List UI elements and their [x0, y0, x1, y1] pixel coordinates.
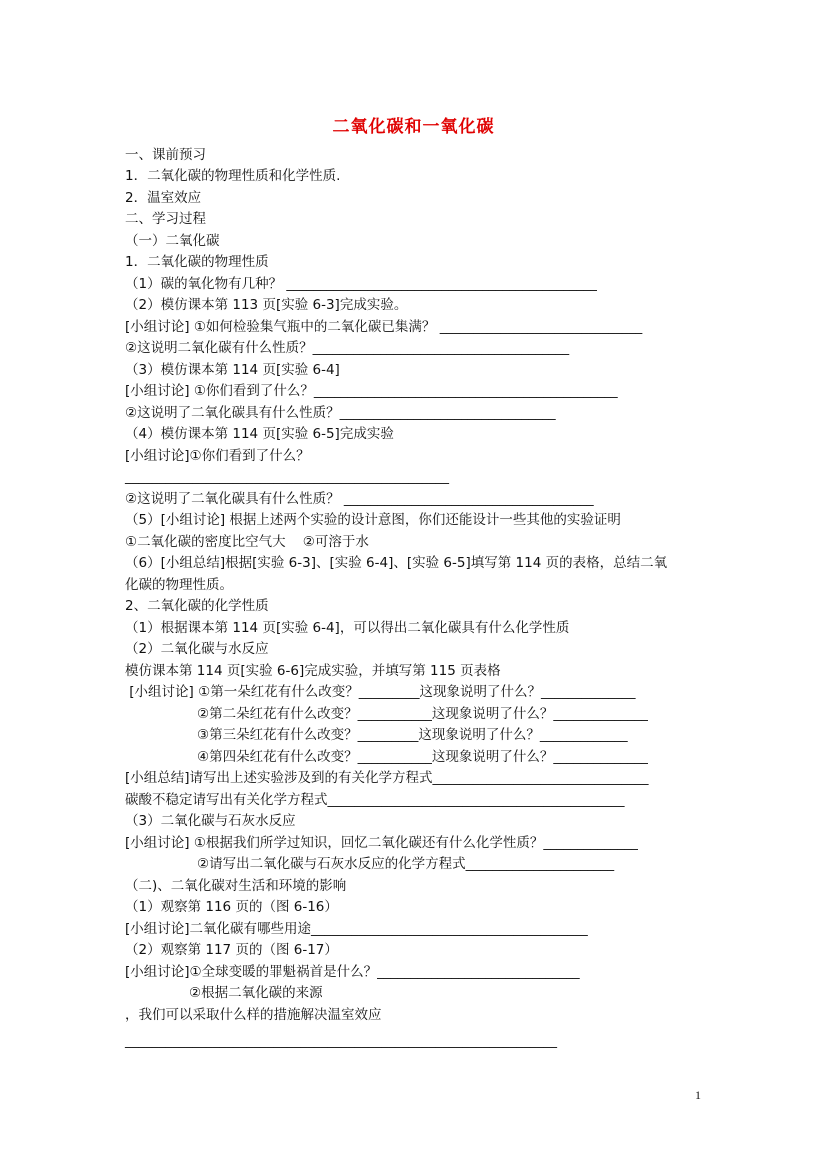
page-number: 1: [695, 1088, 701, 1102]
text-line: ，我们可以采取什么样的措施解决温室效应: [125, 1007, 382, 1023]
text-line: （一）二氧化碳: [125, 233, 220, 249]
text-line: 一、课前预习: [125, 147, 206, 163]
text-line: ③第三朵红花有什么改变？_________这现象说明了什么？_____________: [197, 727, 628, 743]
text-line: 模仿课本第 114 页[实验 6-6]完成实验，并填写第 115 页表格: [125, 663, 501, 679]
text-line: （6）[小组总结]根据[实验 6-3]、[实验 6-4]、[实验 6-5]填写第 114 页的表格，总结二氧: [125, 555, 668, 571]
text-line: [小组讨论] ①如何检验集气瓶中的二氧化碳已集满？ ______________________________: [125, 319, 643, 335]
text-line: ②根据二氧化碳的来源: [189, 985, 323, 1001]
text-line: （1）根据课本第 114 页[实验 6-4]，可以得出二氧化碳具有什么化学性质: [125, 620, 570, 636]
text-line: 二、学习过程: [125, 211, 206, 227]
text-line: [小组讨论] ①你们看到了什么？_____________________________________________: [125, 383, 618, 399]
text-line: ②这说明二氧化碳有什么性质？______________________________________: [125, 340, 570, 356]
text-line: （二)、二氧化碳对生活和环境的影响: [125, 878, 347, 894]
text-line: （1）观察第 116 页的（图 6-16）: [125, 899, 338, 915]
text-line: （3）二氧化碳与石灰水反应: [125, 813, 296, 829]
text-line: （2）模仿课本第 113 页[实验 6-3]完成实验。: [125, 297, 408, 313]
text-line: 化碳的物理性质。: [125, 577, 233, 593]
text-line: 2、二氧化碳的化学性质: [125, 598, 269, 614]
text-line: 2．温室效应: [125, 190, 202, 206]
text-line: ④第四朵红花有什么改变？___________这现象说明了什么？______________: [197, 749, 648, 765]
text-line: 1．二氧化碳的物理性质和化学性质.: [125, 168, 341, 184]
text-line: [小组讨论]①全球变暖的罪魁祸首是什么？______________________________: [125, 964, 580, 980]
text-line: ①二氧化碳的密度比空气大 ②可溶于水: [125, 534, 369, 550]
text-line: 1．二氧化碳的物理性质: [125, 254, 269, 270]
text-line: ②第二朵红花有什么改变？___________这现象说明了什么？______________: [197, 706, 648, 722]
text-line: [小组讨论] ①第一朵红花有什么改变？_________这现象说明了什么？______________: [125, 684, 636, 700]
text-line: （1）碳的氧化物有几种？ ______________________________________________: [125, 276, 597, 292]
text-line: [小组讨论] ①根据我们所学过知识，回忆二氧化碳还有什么化学性质？______________: [125, 835, 638, 851]
text-line: [小组讨论]①你们看到了什么？: [125, 448, 310, 464]
text-line: ________________________________________________: [125, 469, 449, 485]
text-line: ________________________________________________________________: [125, 1033, 557, 1049]
text-line: [小组总结]请写出上述实验涉及到的有关化学方程式________________________________: [125, 770, 649, 786]
text-line: （2）二氧化碳与水反应: [125, 641, 269, 657]
text-line: [小组讨论]二氧化碳有哪些用途_________________________________________: [125, 921, 588, 937]
text-line: ②这说明了二氧化碳具有什么性质？________________________________: [125, 405, 556, 421]
text-line: （2）观察第 117 页的（图 6-17）: [125, 942, 338, 958]
page-title: 二氧化碳和一氧化碳: [332, 117, 495, 137]
text-line: 碳酸不稳定请写出有关化学方程式____________________________________________: [125, 792, 625, 808]
text-line: ②这说明了二氧化碳具有什么性质？ _____________________________________: [125, 491, 594, 507]
text-line: （3）模仿课本第 114 页[实验 6-4]: [125, 362, 340, 378]
text-line: （4）模仿课本第 114 页[实验 6-5]完成实验: [125, 426, 394, 442]
text-line: （5）[小组讨论] 根据上述两个实验的设计意图，你们还能设计一些其他的实验证明: [125, 512, 621, 528]
text-line: ②请写出二氧化碳与石灰水反应的化学方程式______________________: [197, 856, 615, 872]
